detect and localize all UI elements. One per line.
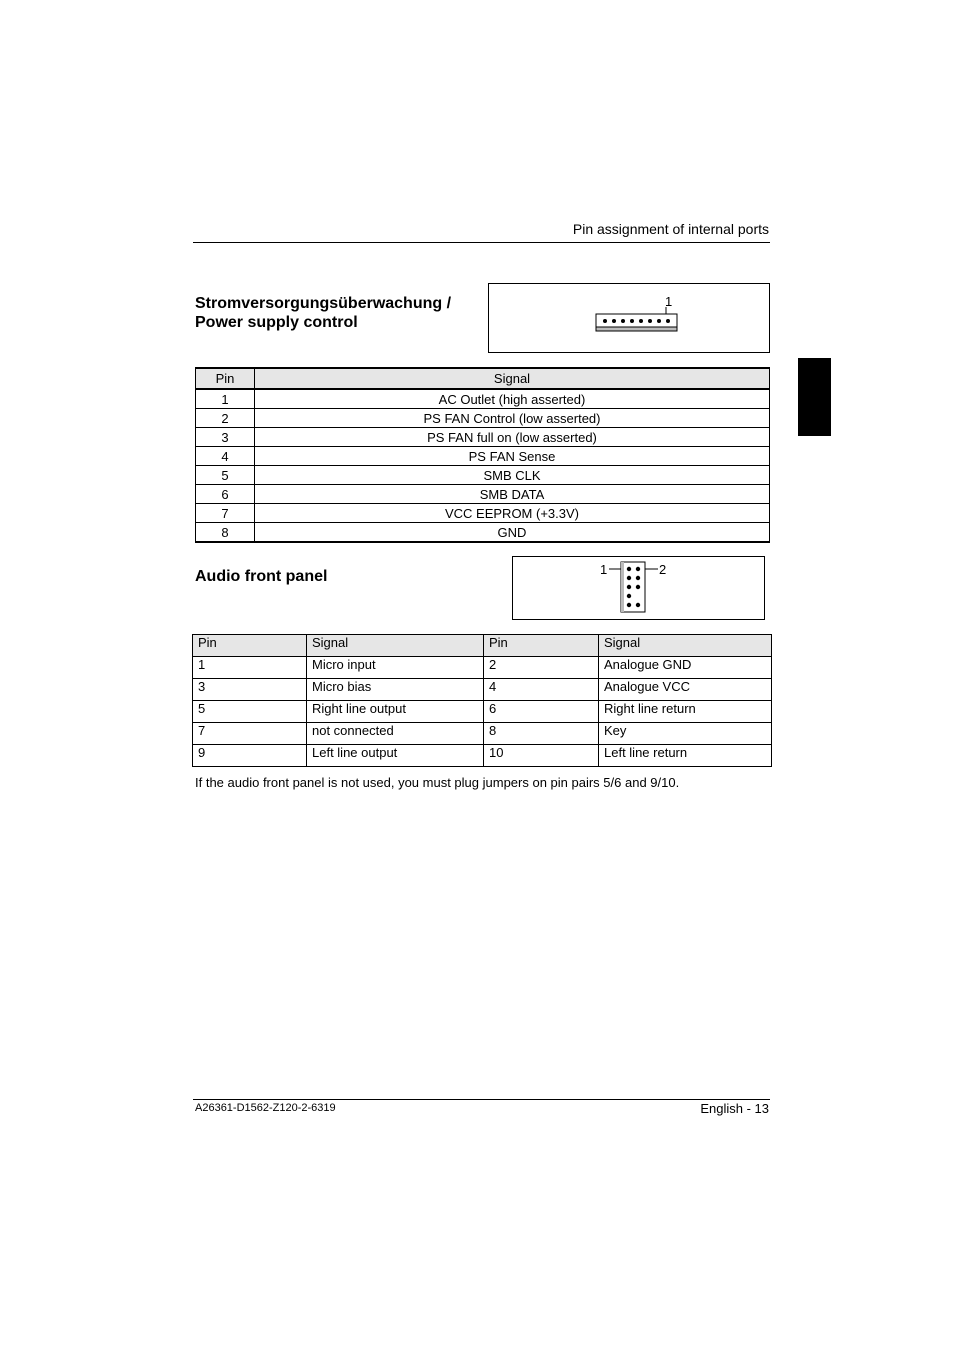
signal-cell: Left line output (307, 745, 484, 767)
pin-cell: 10 (484, 745, 599, 767)
pin-cell: 6 (196, 485, 255, 504)
signal-cell: AC Outlet (high asserted) (255, 389, 770, 409)
connector-pin (657, 319, 661, 323)
table-row (196, 523, 770, 543)
pin-cell: 5 (196, 466, 255, 485)
audio-pin-table (192, 634, 772, 767)
signal-cell: Right line return (599, 701, 772, 723)
header-rule (193, 242, 770, 243)
connector-pin (666, 319, 670, 323)
document-number: A26361-D1562-Z120-2-6319 (195, 1102, 336, 1114)
pin-cell: 5 (193, 701, 307, 723)
column-header-pin: Pin (484, 635, 599, 657)
table-row (196, 409, 770, 428)
power-supply-heading-line1: Stromversorgungsüberwachung / (195, 295, 452, 312)
connector-pin (630, 319, 634, 323)
signal-cell: SMB DATA (255, 485, 770, 504)
pin-cell: 2 (484, 657, 599, 679)
column-header-pin: Pin (196, 368, 255, 389)
signal-cell: SMB CLK (255, 466, 770, 485)
connector-pin (603, 319, 607, 323)
pin-cell: 3 (193, 679, 307, 701)
header-pin (636, 585, 640, 589)
power-supply-connector-figure (488, 283, 770, 353)
header-pin (627, 576, 631, 580)
header-pin (627, 567, 631, 571)
pin-cell: 1 (193, 657, 307, 679)
table-header-row (193, 635, 772, 657)
header-pin (627, 585, 631, 589)
pin-cell: 4 (196, 447, 255, 466)
pin-cell: 3 (196, 428, 255, 447)
connector-pin (648, 319, 652, 323)
header-pin (636, 576, 640, 580)
pin-cell: 7 (193, 723, 307, 745)
audio-connector-diagram (513, 557, 764, 619)
audio-jumper-note: If the audio front panel is not used, you must plug jumpers on pin pairs 5/6 and 9/10. (195, 775, 680, 790)
signal-cell: VCC EEPROM (+3.3V) (255, 504, 770, 523)
power-supply-heading (195, 294, 451, 332)
table-header-row (196, 368, 770, 389)
column-header-signal: Signal (307, 635, 484, 657)
connector-pin (639, 319, 643, 323)
table-row (196, 447, 770, 466)
table-row (193, 701, 772, 723)
table-row (193, 723, 772, 745)
header-edge (621, 562, 624, 612)
audio-front-panel-heading: Audio front panel (195, 568, 328, 585)
footer-rule (193, 1099, 770, 1100)
signal-cell: PS FAN Sense (255, 447, 770, 466)
signal-cell: not connected (307, 723, 484, 745)
pin-cell: 7 (196, 504, 255, 523)
audio-connector-figure (512, 556, 765, 620)
signal-cell: Analogue GND (599, 657, 772, 679)
column-header-pin: Pin (193, 635, 307, 657)
signal-cell: GND (255, 523, 770, 543)
table-row (193, 745, 772, 767)
pin-cell: 4 (484, 679, 599, 701)
table-row (196, 504, 770, 523)
pin-cell: 2 (196, 409, 255, 428)
header-body (621, 562, 645, 612)
pin-cell: 8 (484, 723, 599, 745)
power-supply-pin-table (195, 367, 770, 543)
connector-pin (621, 319, 625, 323)
connector-pin (612, 319, 616, 323)
signal-cell: Micro input (307, 657, 484, 679)
table-row (196, 485, 770, 504)
signal-cell: PS FAN Control (low asserted) (255, 409, 770, 428)
page-number: English - 13 (700, 1101, 769, 1116)
table-row (196, 428, 770, 447)
power-supply-heading-line2: Power supply control (195, 314, 358, 331)
header-pin (627, 594, 631, 598)
table-row (193, 657, 772, 679)
pin-2-label: 2 (659, 562, 667, 577)
connector-base (596, 327, 677, 331)
signal-cell: Right line output (307, 701, 484, 723)
pin-cell: 8 (196, 523, 255, 543)
signal-cell: Micro bias (307, 679, 484, 701)
signal-cell: Analogue VCC (599, 679, 772, 701)
table-row (193, 679, 772, 701)
signal-cell: PS FAN full on (low asserted) (255, 428, 770, 447)
header-pin (636, 567, 640, 571)
column-header-signal: Signal (255, 368, 770, 389)
pin-cell: 1 (196, 389, 255, 409)
signal-cell: Left line return (599, 745, 772, 767)
signal-cell: Key (599, 723, 772, 745)
pin-1-label: 1 (665, 294, 673, 309)
pin-cell: 9 (193, 745, 307, 767)
header-pin (627, 603, 631, 607)
table-row (196, 466, 770, 485)
chapter-tab-marker (798, 358, 831, 436)
table-row (196, 389, 770, 409)
pin-cell: 6 (484, 701, 599, 723)
pin-1-label: 1 (600, 562, 608, 577)
running-header: Pin assignment of internal ports (572, 221, 769, 237)
column-header-signal: Signal (599, 635, 772, 657)
power-supply-connector-diagram (489, 284, 769, 352)
header-pin (636, 603, 640, 607)
